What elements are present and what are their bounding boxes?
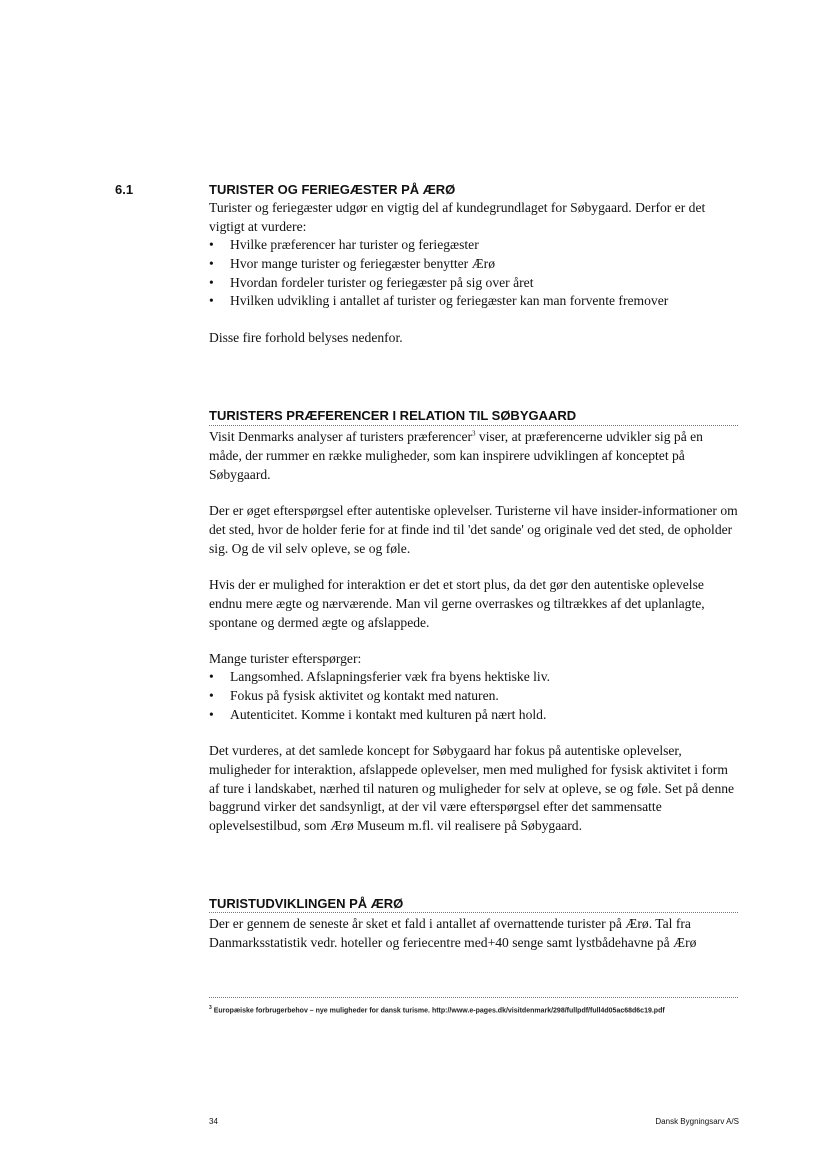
list-item: • Fokus på fysisk aktivitet og kontakt med naturen. — [209, 687, 739, 706]
list-item: • Hvilke præferencer har turister og feriegæster — [209, 236, 739, 255]
footnote: $^3$ Europæiske forbrugerbehov – nye muligheder for dansk turisme. http://www.e-pages.dk/visitdenmark/298/fullpdf/full4d05ac68d6c19.pdf — [209, 1005, 665, 1015]
section-number: 6.1 — [115, 182, 134, 197]
list-item: • Hvilken udvikling i antallet af turister og feriegæster kan man forvente fremover — [209, 292, 739, 311]
list-item: • Autenticitet. Komme i kontakt med kulturen på nært hold. — [209, 706, 739, 725]
section-bullet-list — [209, 236, 739, 311]
footnote-marker: 3 — [472, 429, 476, 438]
list-item: • Hvordan fordeler turister og feriegæster på sig over året — [209, 274, 739, 293]
preferences-paragraph-1: Visit Denmarks analyser af turisters præferencer$^3$ viser, at præferencerne udvikler sig på en måde, der rummer en række muligheder, som kan inspirere udviklingen af konceptet på Søbygaard. — [209, 429, 703, 482]
section-heading: TURISTER OG FERIEGÆSTER PÅ ÆRØ — [209, 182, 456, 197]
list-item: • Langsomhed. Afslapningsferier væk fra byens hektiske liv. — [209, 668, 739, 687]
development-heading: TURISTUDVIKLINGEN PÅ ÆRØ — [209, 896, 404, 911]
company-name: Dansk Bygningsarv A/S — [655, 1117, 739, 1126]
footnote-number: 3 — [209, 1005, 212, 1011]
preferences-paragraph-2: Der er øget efterspørgsel efter autentiske oplevelser. Turisterne vil have insider-informationer om det sted, hvor de holder ferie for at finde ind til 'det sande' og originale ved det sted, de opholder sig. Og de vil selv opleve, se og føle. — [209, 503, 738, 556]
heading-divider — [209, 912, 738, 913]
section-outro: Disse fire forhold belyses nedenfor. — [209, 330, 403, 345]
preferences-list-intro: Mange turister efterspørger: — [209, 651, 362, 666]
list-item: • Hvor mange turister og feriegæster benytter Ærø — [209, 255, 739, 274]
preferences-paragraph-3: Hvis der er mulighed for interaktion er det et stort plus, da det gør den autentiske oplevelse endnu mere ægte og nærværende. Man vil gerne overraskes og tiltrækkes af det uplanlagte, spontane og dermed ægte og afslappede. — [209, 577, 705, 630]
section-intro: Turister og feriegæster udgør en vigtig del af kundegrundlaget for Søbygaard. Derfor er det vigtigt at vurdere: — [209, 200, 706, 234]
heading-divider — [209, 425, 738, 426]
development-paragraph-1: Der er gennem de seneste år sket et fald i antallet af overnattende turister på Ærø. Tal fra Danmarksstatistik vedr. hoteller og feriecentre med+40 senge samt lystbådehavne på Ærø — [209, 916, 697, 950]
preferences-bullet-list — [209, 668, 739, 724]
page-number: 34 — [209, 1117, 218, 1126]
preferences-heading: TURISTERS PRÆFERENCER I RELATION TIL SØBYGAARD — [209, 408, 577, 423]
preferences-paragraph-4: Det vurderes, at det samlede koncept for Søbygaard har fokus på autentiske oplevelser, muligheder for interaktion, afslappede oplevelser, men med mulighed for fysisk aktivitet i form af ture i landskabet, nærhed til naturen og muligheder for selv at opleve, se og føle. Set på denne baggrund virker det sandsynligt, at der vil være efterspørgsel efter det sammensatte oplevelsestilbud, som Ærø Museum m.fl. vil realisere på Søbygaard. — [209, 743, 735, 834]
footnote-divider — [209, 997, 738, 998]
